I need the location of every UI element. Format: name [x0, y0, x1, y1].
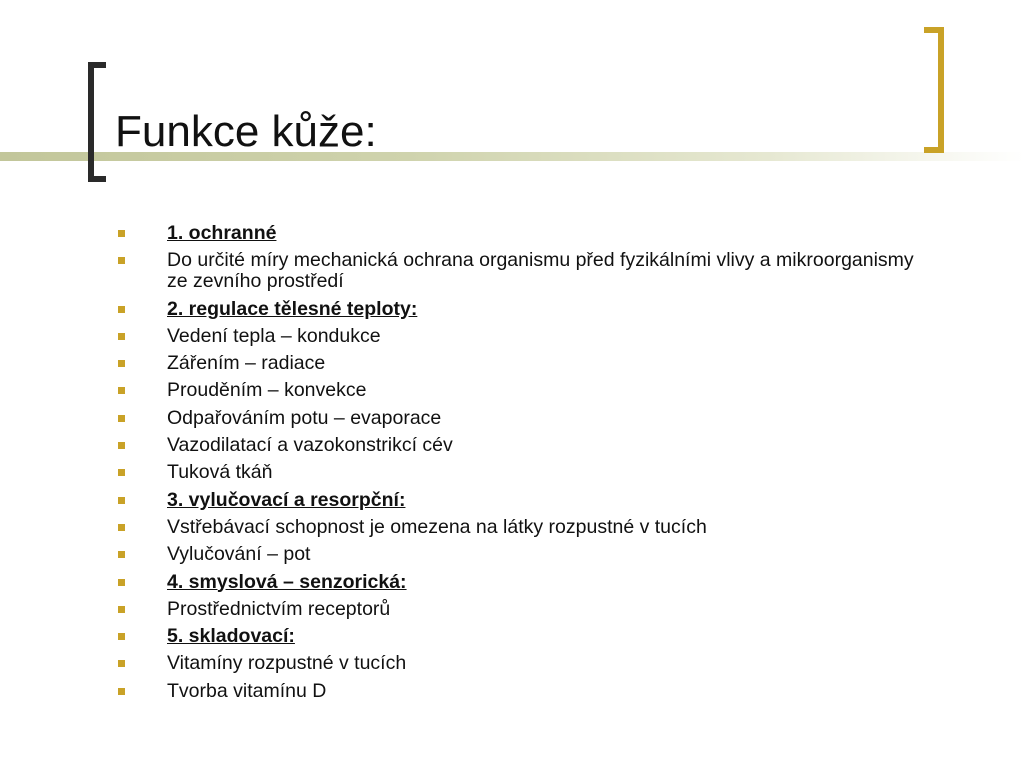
list-item-text: 2. regulace tělesné teploty:: [167, 297, 418, 320]
list-item-text: Vazodilatací a vazokonstrikcí cév: [167, 434, 453, 457]
list-item: [118, 653, 918, 674]
square-bullet-icon: [118, 360, 125, 367]
square-bullet-icon: [118, 497, 125, 504]
left-bracket-decoration: [88, 62, 106, 182]
square-bullet-icon: [118, 415, 125, 422]
list-item-text: 5. skladovací:: [167, 625, 295, 648]
list-item: [118, 435, 918, 456]
list-item-text: 1. ochranné: [167, 222, 277, 244]
list-item-text: Vylučování – pot: [167, 543, 311, 566]
square-bullet-icon: [118, 633, 125, 640]
list-item: [118, 462, 918, 483]
list-item: [118, 572, 918, 593]
list-item-text: Odpařováním potu – evaporace: [167, 406, 442, 429]
square-bullet-icon: [118, 524, 125, 531]
square-bullet-icon: [118, 230, 125, 237]
list-item: [118, 408, 918, 429]
square-bullet-icon: [118, 660, 125, 667]
list-item: [118, 353, 918, 374]
list-item: [118, 490, 918, 511]
right-bracket-decoration: [924, 27, 944, 153]
square-bullet-icon: [118, 688, 125, 695]
list-item: [118, 299, 918, 320]
square-bullet-icon: [118, 306, 125, 313]
square-bullet-icon: [118, 551, 125, 558]
list-item: [118, 326, 918, 347]
square-bullet-icon: [118, 469, 125, 476]
square-bullet-icon: [118, 442, 125, 449]
square-bullet-icon: [118, 579, 125, 586]
list-item-text: 3. vylučovací a resorpční:: [167, 488, 406, 511]
list-item: [118, 599, 918, 620]
list-item-text: Vitamíny rozpustné v tucích: [167, 652, 407, 675]
list-item-text: Tuková tkáň: [167, 461, 273, 484]
list-item-text: Prouděním – konvekce: [167, 379, 367, 402]
square-bullet-icon: [118, 333, 125, 340]
list-item: [118, 544, 918, 565]
list-item-text: Zářením – radiace: [167, 352, 326, 375]
bullet-list: [118, 223, 918, 708]
list-item: [118, 223, 918, 244]
list-item-text: Vstřebávací schopnost je omezena na látky rozpustné v tucích: [167, 515, 707, 538]
slide-title: Funkce kůže:: [115, 107, 377, 156]
list-item: [118, 517, 918, 538]
square-bullet-icon: [118, 606, 125, 613]
list-item-text: Do určité míry mechanická ochrana organismu před fyzikálními vlivy a mikroorganismy ze zevního prostředí: [167, 249, 914, 293]
list-item: [118, 380, 918, 401]
square-bullet-icon: [118, 257, 125, 264]
list-item-text: Vedení tepla – kondukce: [167, 324, 381, 347]
list-item: [118, 626, 918, 647]
list-item-text: Prostřednictvím receptorů: [167, 597, 391, 620]
list-item-text: 4. smyslová – senzorická:: [167, 570, 407, 593]
list-item: [118, 681, 918, 702]
list-item: [118, 250, 918, 292]
square-bullet-icon: [118, 387, 125, 394]
list-item-text: Tvorba vitamínu D: [167, 679, 327, 702]
